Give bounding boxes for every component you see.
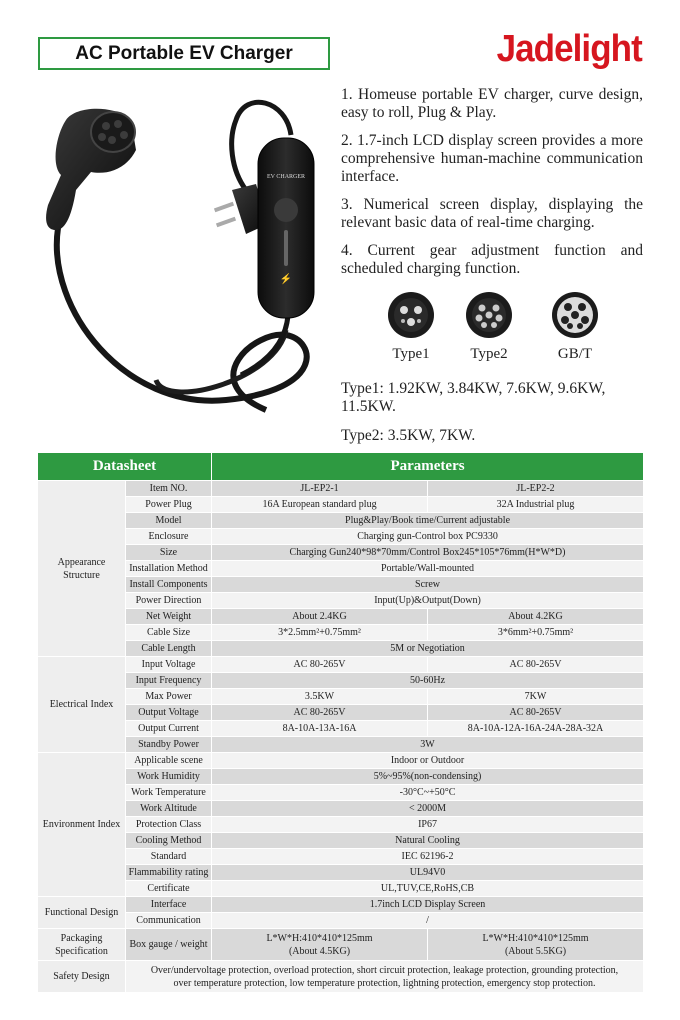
param-label: Cooling Method (126, 833, 212, 849)
safety-line: Over/undervoltage protection, overload protection, short circuit protection, leakage protection, grounding protection, (150, 964, 619, 976)
svg-text:⚡: ⚡ (279, 274, 293, 285)
param-value: 5M or Negotiation (212, 641, 644, 657)
table-row (38, 673, 644, 689)
table-row (38, 897, 644, 913)
group-electrical: Electrical Index (38, 657, 126, 753)
param-value: Indoor or Outdoor (212, 753, 644, 769)
table-row (38, 497, 644, 513)
group-environment: Environment Index (38, 753, 126, 897)
brand-logo: Jadelight (496, 28, 642, 70)
param-label: Item NO. (126, 481, 212, 497)
param-label: Cable Size (126, 625, 212, 641)
param-label: Installation Method (126, 561, 212, 577)
power-type1: Type1: 1.92KW, 3.84KW, 7.6KW, 9.6KW, 11.5KW. (341, 380, 606, 415)
table-row (38, 609, 644, 625)
param-value: JL-EP2-2 (428, 481, 644, 497)
param-value: Charging gun-Control box PC9330 (212, 529, 644, 545)
param-value: 7KW (428, 689, 644, 705)
param-label: Certificate (126, 881, 212, 897)
safety-line: over temperature protection, low temperature protection, lightning protection, emergency stop protection. (173, 977, 596, 989)
table-row (38, 849, 644, 865)
table-row (38, 769, 644, 785)
control-box (258, 138, 314, 318)
table-row (38, 785, 644, 801)
param-label: Box gauge / weight (126, 929, 212, 961)
param-value: IP67 (212, 817, 644, 833)
feature-list (341, 86, 643, 288)
param-value: 3.5KW (212, 689, 428, 705)
param-label: Power Direction (126, 593, 212, 609)
param-value: 5%~95%(non-condensing) (212, 769, 644, 785)
table-row (38, 513, 644, 529)
param-label: Protection Class (126, 817, 212, 833)
param-value: 1.7inch LCD Display Screen (212, 897, 644, 913)
param-value: < 2000M (212, 801, 644, 817)
table-row (38, 833, 644, 849)
box-dimensions: L*W*H:410*410*125mm (482, 932, 589, 944)
table-row (38, 529, 644, 545)
type1-plug-icon (386, 290, 436, 340)
param-value: AC 80-265V (428, 657, 644, 673)
table-row (38, 737, 644, 753)
table-row (38, 689, 644, 705)
param-label: Net Weight (126, 609, 212, 625)
param-label: Max Power (126, 689, 212, 705)
param-value: Charging Gun240*98*70mm/Control Box245*105*76mm(H*W*D) (212, 545, 644, 561)
feature-item: 4. Current gear adjustment function and scheduled charging function. (341, 242, 643, 277)
param-value: 32A Industrial plug (428, 497, 644, 513)
plug-type2 (454, 290, 524, 363)
box-weight: (About 4.5KG) (288, 945, 351, 957)
param-value: -30°C~+50°C (212, 785, 644, 801)
plug-gbt (540, 290, 610, 363)
table-row (38, 817, 644, 833)
feature-item: 3. Numerical screen display, displaying the relevant basic data of real-time charging. (341, 196, 643, 231)
table-row (38, 481, 644, 497)
param-value: 3W (212, 737, 644, 753)
param-value: 3*2.5mm²+0.75mm² (212, 625, 428, 641)
param-label: Standby Power (126, 737, 212, 753)
plug-label: Type2 (470, 346, 508, 362)
param-label: Interface (126, 897, 212, 913)
box-weight: (About 5.5KG) (504, 945, 567, 957)
param-value: About 2.4KG (212, 609, 428, 625)
table-header (38, 453, 644, 481)
param-label: Output Voltage (126, 705, 212, 721)
param-value: Portable/Wall-mounted (212, 561, 644, 577)
feature-item: 1. Homeuse portable EV charger, curve design, easy to roll, Plug & Play. (341, 86, 643, 121)
plug-label: Type1 (392, 346, 430, 362)
parameters-header: Parameters (212, 453, 644, 481)
param-label: Applicable scene (126, 753, 212, 769)
table-row (38, 961, 644, 993)
table-row (38, 913, 644, 929)
param-value: / (212, 913, 644, 929)
param-label: Cable Length (126, 641, 212, 657)
param-label: Input Voltage (126, 657, 212, 673)
param-value: Input(Up)&Output(Down) (212, 593, 644, 609)
datasheet-table (37, 452, 644, 993)
param-label: Standard (126, 849, 212, 865)
param-value: Screw (212, 577, 644, 593)
power-type2: Type2: 3.5KW, 7KW. (341, 427, 476, 444)
param-label: Input Frequency (126, 673, 212, 689)
param-value (212, 929, 428, 961)
param-value: AC 80-265V (428, 705, 644, 721)
table-row (38, 593, 644, 609)
table-row (38, 641, 644, 657)
gbt-plug-icon (550, 290, 600, 340)
param-label: Work Humidity (126, 769, 212, 785)
param-label: Size (126, 545, 212, 561)
param-value: JL-EP2-1 (212, 481, 428, 497)
param-value: UL94V0 (212, 865, 644, 881)
param-label: Output Current (126, 721, 212, 737)
table-row (38, 561, 644, 577)
param-value: UL,TUV,CE,RoHS,CB (212, 881, 644, 897)
table-row (38, 881, 644, 897)
param-value: Natural Cooling (212, 833, 644, 849)
param-value: About 4.2KG (428, 609, 644, 625)
group-appearance: Appearance Structure (38, 481, 126, 657)
table-row (38, 705, 644, 721)
table-row (38, 929, 644, 961)
box-dimensions: L*W*H:410*410*125mm (266, 932, 373, 944)
table-row (38, 753, 644, 769)
param-label: Install Components (126, 577, 212, 593)
param-label: Enclosure (126, 529, 212, 545)
param-label: Work Temperature (126, 785, 212, 801)
param-label: Communication (126, 913, 212, 929)
param-label: Flammability rating (126, 865, 212, 881)
param-value (428, 929, 644, 961)
plug-types (376, 290, 616, 370)
param-value: IEC 62196-2 (212, 849, 644, 865)
group-safety: Safety Design (38, 961, 126, 993)
group-packaging: Packaging Specification (38, 929, 126, 961)
param-label: Model (126, 513, 212, 529)
param-value: 8A-10A-12A-16A-24A-28A-32A (428, 721, 644, 737)
param-value: 16A European standard plug (212, 497, 428, 513)
param-value: Plug&Play/Book time/Current adjustable (212, 513, 644, 529)
table-row (38, 625, 644, 641)
table-row (38, 657, 644, 673)
group-functional: Functional Design (38, 897, 126, 929)
charger-product-image (36, 80, 336, 425)
table-row (38, 721, 644, 737)
table-row (38, 577, 644, 593)
param-label: Power Plug (126, 497, 212, 513)
param-label: Work Altitude (126, 801, 212, 817)
table-row (38, 801, 644, 817)
device-label: EV CHARGER (266, 174, 306, 180)
param-value: 8A-10A-13A-16A (212, 721, 428, 737)
plug-label: GB/T (557, 346, 593, 362)
param-value: AC 80-265V (212, 705, 428, 721)
table-row (38, 545, 644, 561)
type2-plug-icon (464, 290, 514, 340)
table-row (38, 865, 644, 881)
page-title: AC Portable EV Charger (38, 37, 330, 70)
safety-value (126, 961, 644, 993)
param-value: AC 80-265V (212, 657, 428, 673)
param-value: 3*6mm²+0.75mm² (428, 625, 644, 641)
datasheet-header: Datasheet (38, 453, 212, 481)
feature-item: 2. 1.7-inch LCD display screen provides a more comprehensive human-machine communication interface. (341, 132, 643, 185)
param-value: 50-60Hz (212, 673, 644, 689)
plug-type1 (376, 290, 446, 363)
charging-gun-icon (46, 109, 136, 230)
